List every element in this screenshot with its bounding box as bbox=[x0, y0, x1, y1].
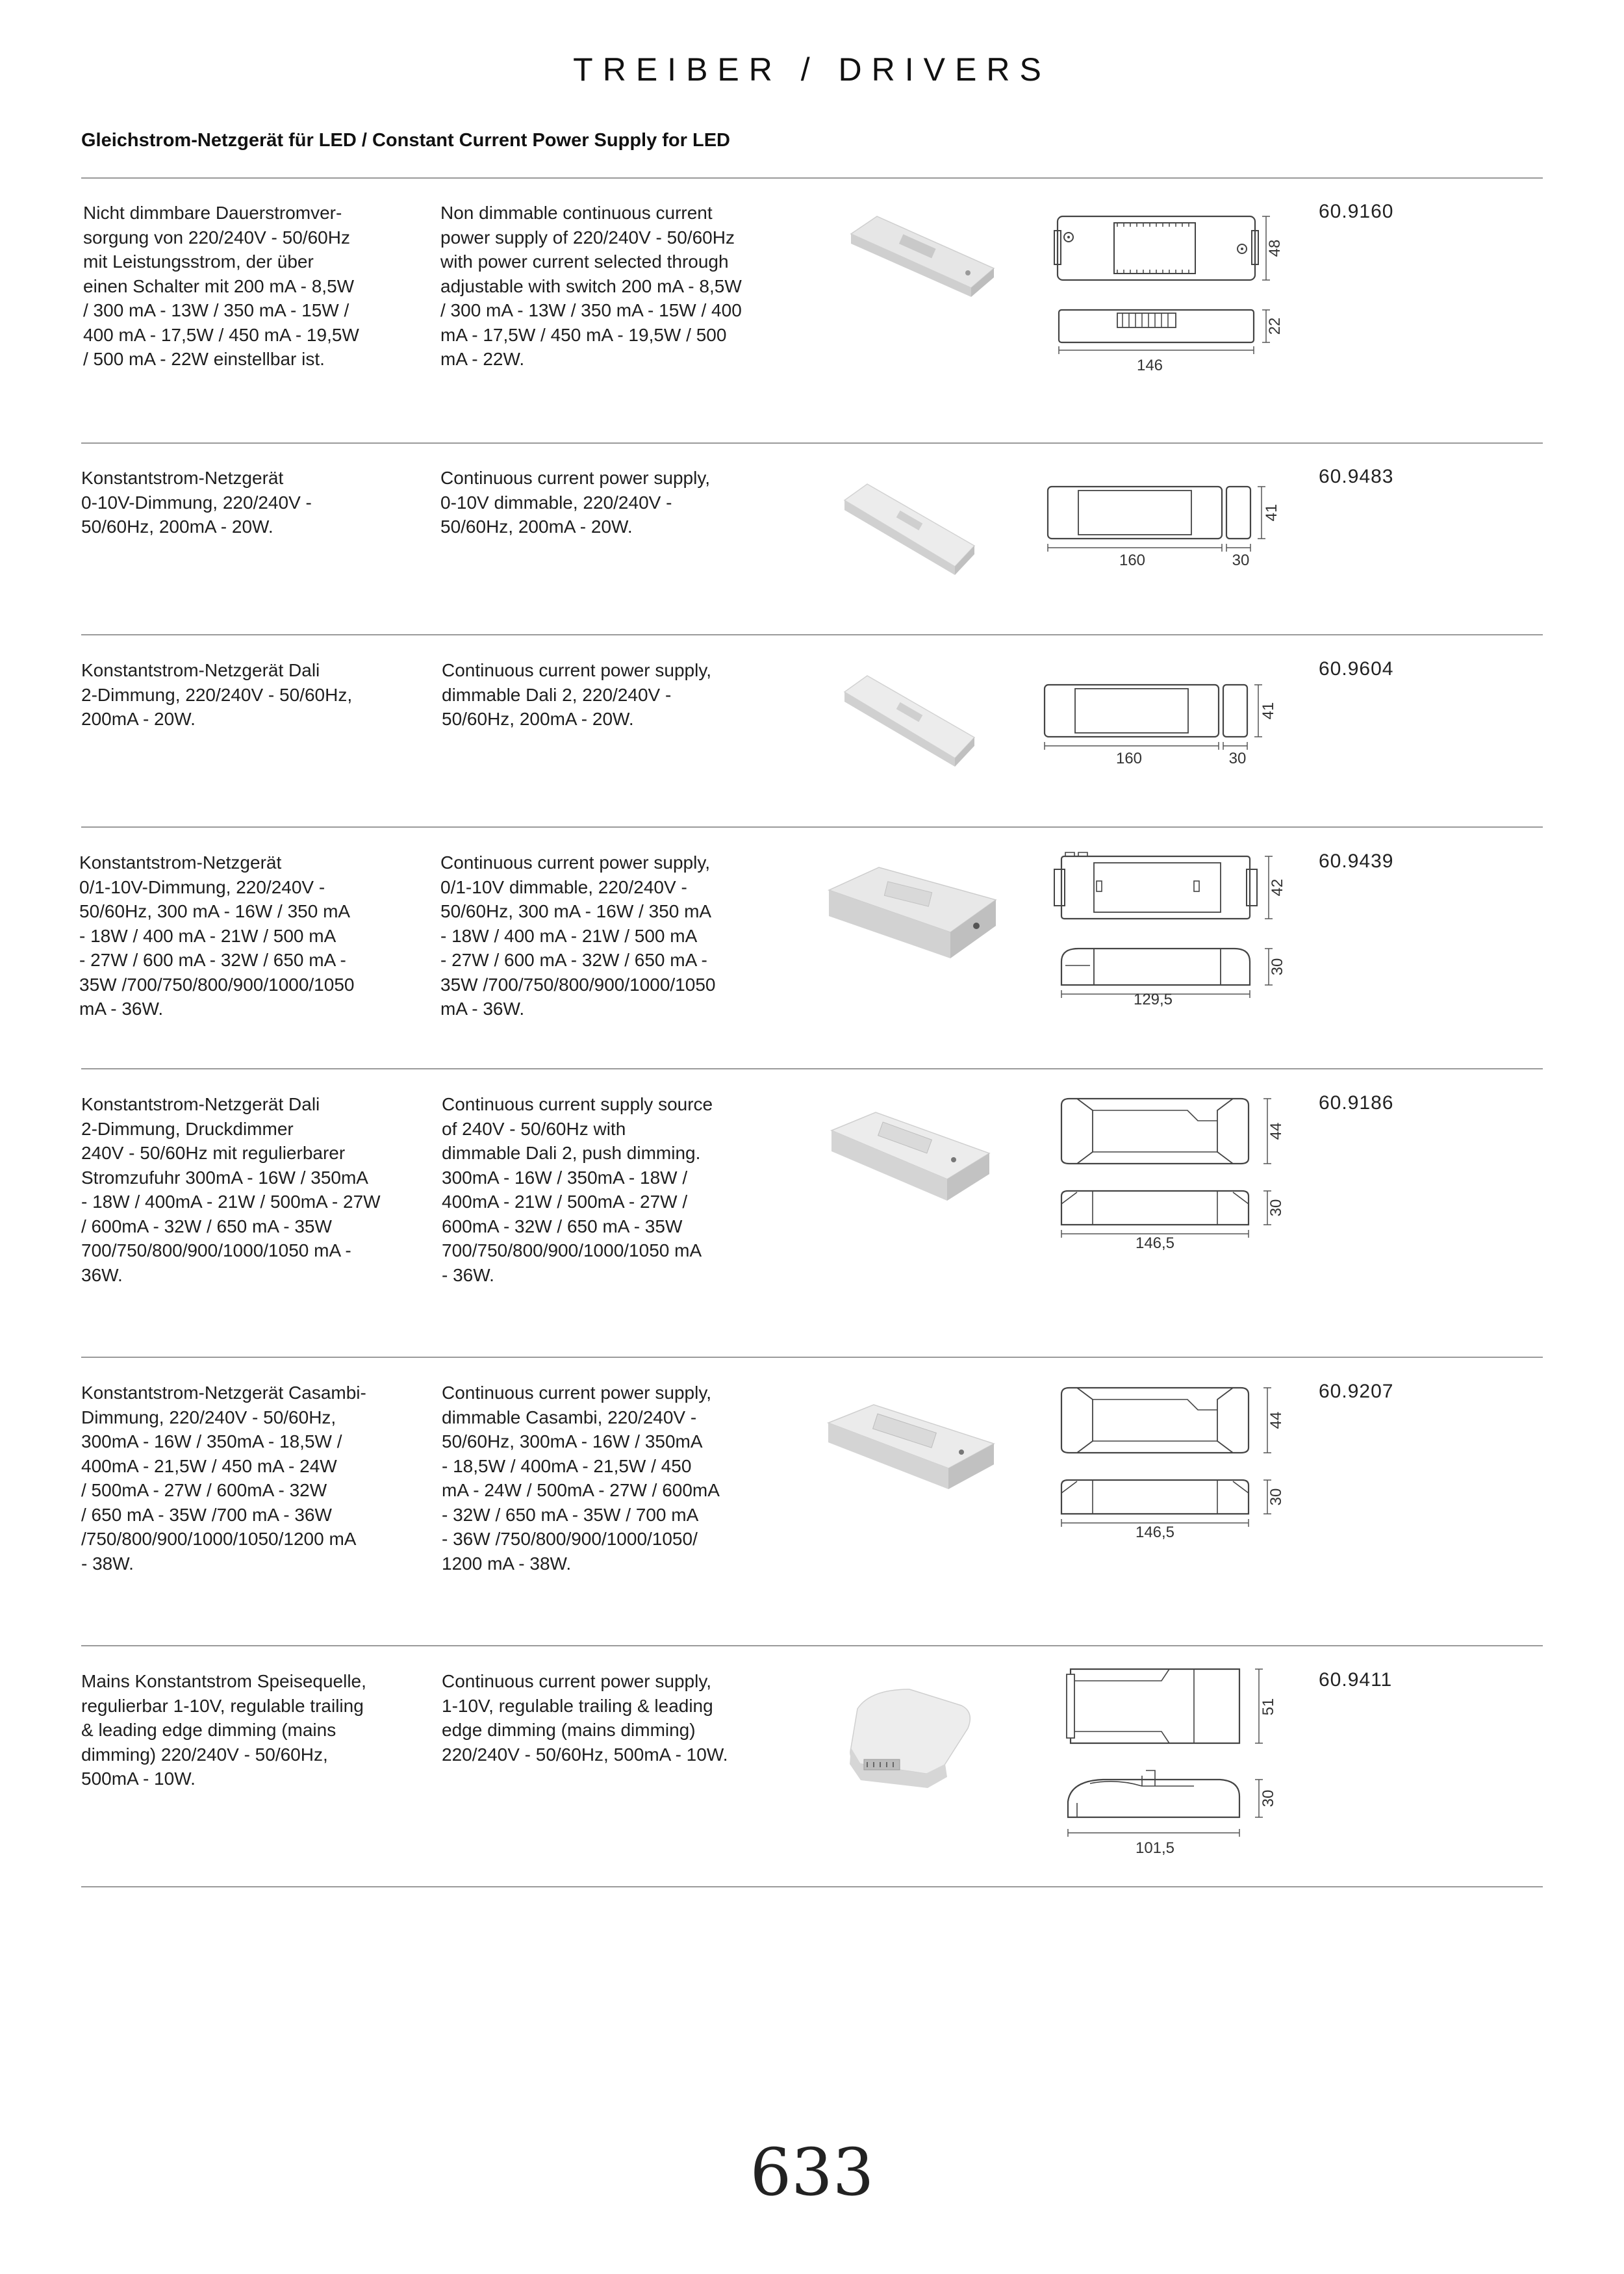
dim-width: 30 bbox=[1232, 552, 1250, 569]
dimension-drawing bbox=[1043, 484, 1296, 575]
dim-length: 146,5 bbox=[1135, 1234, 1175, 1252]
row-divider bbox=[81, 826, 1543, 828]
description-en: Continuous current power supply, dimmable Dali 2, 220/240V - 50/60Hz, 200mA - 20W. bbox=[442, 660, 712, 729]
row-divider bbox=[81, 634, 1543, 635]
dim-height-top: 44 bbox=[1267, 1411, 1285, 1429]
dimension-drawing bbox=[1051, 1384, 1298, 1553]
article-number: 60.9411 bbox=[1319, 1669, 1393, 1691]
product-photo bbox=[824, 1105, 999, 1208]
description-de: Konstantstrom-Netzgerät Casambi- Dimmung, 220/240V - 50/60Hz, 300mA - 16W / 350mA - 18,5W / 400mA - 21,5W / 450 mA - 24W / 500mA - 27W / 600mA - 32W / 650 mA - 35W /700 mA - 36W /750/800/900/1000/1050/1200 mA - 38W. bbox=[81, 1383, 366, 1574]
dim-height: 41 bbox=[1263, 504, 1280, 522]
section-subtitle: Gleichstrom-Netzgerät für LED / Constant Current Power Supply for LED bbox=[81, 130, 730, 151]
description-de: Konstantstrom-Netzgerät 0-10V-Dimmung, 220/240V - 50/60Hz, 200mA - 20W. bbox=[81, 468, 312, 537]
article-number: 60.9186 bbox=[1319, 1092, 1394, 1114]
dimension-drawing bbox=[1052, 211, 1299, 380]
description-en: Continuous current power supply, dimmable Casambi, 220/240V - 50/60Hz, 300mA - 16W / 350mA - 18,5W / 400mA - 21,5W / 450 mA - 24W / 500mA - 27W / 600mA - 32W / 650 mA - 35W / 700 mA - 36W /750/800/900/1000/1050/ 1200 mA - 38W. bbox=[442, 1383, 720, 1574]
description-de: Nicht dimmbare Dauerstromver- sorgung von 220/240V - 50/60Hz mit Leistungsstrom, der über einen Schalter mit 200 mA - 8,5W / 300 mA - 13W / 350 mA - 15W / 400 mA - 17,5W / 450 mA - 19,5W / 500 mA - 22W einstellbar ist. bbox=[83, 203, 359, 369]
product-photo bbox=[838, 474, 987, 578]
dimension-drawing bbox=[1064, 1667, 1298, 1861]
page-title: TREIBER / DRIVERS bbox=[573, 51, 1051, 88]
description-de: Konstantstrom-Netzgerät Dali 2-Dimmung, 220/240V - 50/60Hz, 200mA - 20W. bbox=[81, 660, 353, 729]
dim-height: 41 bbox=[1260, 702, 1277, 720]
dim-height-top: 51 bbox=[1260, 1698, 1277, 1716]
dim-width: 30 bbox=[1228, 750, 1247, 767]
description-en: Continuous current power supply, 1-10V, regulable trailing & leading edge dimming (mains dimming) 220/240V - 50/60Hz, 500mA - 10W. bbox=[442, 1671, 728, 1765]
dim-length: 160 bbox=[1115, 750, 1143, 767]
dimension-drawing bbox=[1051, 1095, 1298, 1264]
dim-height-side: 30 bbox=[1269, 958, 1286, 976]
description-en: Continuous current power supply, 0/1-10V dimmable, 220/240V - 50/60Hz, 300 mA - 16W / 350 mA - 18W / 400 mA - 21W / 500 mA - 27W / 600 mA - 32W / 650 mA - 35W /700/750/800/900/1000/1050 mA - 36W. bbox=[440, 852, 716, 1019]
row-divider bbox=[81, 1068, 1543, 1069]
dim-height-side: 30 bbox=[1267, 1199, 1285, 1217]
row-divider bbox=[81, 1886, 1543, 1887]
dim-length: 146 bbox=[1136, 357, 1163, 374]
description-de: Konstantstrom-Netzgerät 0/1-10V-Dimmung, 220/240V - 50/60Hz, 300 mA - 16W / 350 mA - 18W / 400 mA - 21W / 500 mA - 27W / 600 mA - 32W / 650 mA - 35W /700/750/800/900/1000/1050 mA - 36W. bbox=[79, 852, 355, 1019]
dim-height-top: 44 bbox=[1267, 1122, 1285, 1140]
product-photo bbox=[824, 861, 1006, 965]
dim-length: 101,5 bbox=[1135, 1839, 1175, 1857]
row-divider bbox=[81, 1645, 1543, 1646]
article-number: 60.9439 bbox=[1319, 850, 1394, 872]
dim-length: 160 bbox=[1119, 552, 1146, 569]
description-en: Continuous current supply source of 240V - 50/60Hz with dimmable Dali 2, push dimming. 300mA - 16W / 350mA - 18W / 400mA - 21W / 500mA - 27W / 600mA - 32W / 650 mA - 35W 700/750/800/900/1000/1050 mA - 36W. bbox=[442, 1094, 713, 1285]
article-number: 60.9207 bbox=[1319, 1381, 1394, 1402]
product-photo bbox=[822, 1397, 1004, 1494]
description-de: Konstantstrom-Netzgerät Dali 2-Dimmung, Druckdimmer 240V - 50/60Hz mit regulierbarer Stromzufuhr 300mA - 16W / 350mA - 18W / 400mA - 21W / 500mA - 27W / 600mA - 32W / 650 mA - 35W 700/750/800/900/1000/1050 mA - 36W. bbox=[81, 1094, 381, 1285]
row-divider bbox=[81, 442, 1543, 444]
dimension-drawing bbox=[1039, 682, 1293, 773]
article-number: 60.9483 bbox=[1319, 466, 1394, 487]
dim-length: 146,5 bbox=[1135, 1524, 1175, 1541]
article-number: 60.9604 bbox=[1319, 658, 1394, 680]
product-photo bbox=[838, 205, 1000, 302]
dim-length: 129,5 bbox=[1133, 991, 1173, 1008]
description-en: Continuous current power supply, 0-10V dimmable, 220/240V - 50/60Hz, 200mA - 20W. bbox=[440, 468, 711, 537]
description-en: Non dimmable continuous current power supply of 220/240V - 50/60Hz with power current selected through adjustable with switch 200 mA - 8,5W / 300 mA - 13W / 350 mA - 15W / 400 mA - 17,5W / 450 mA - 19,5W / 500 mA - 22W. bbox=[440, 203, 742, 369]
dim-height-top: 48 bbox=[1266, 239, 1284, 257]
row-divider bbox=[81, 1357, 1543, 1358]
description-de: Mains Konstantstrom Speisequelle, regulierbar 1-10V, regulable trailing & leading edge dimming (mains dimming) 220/240V - 50/60Hz, 500mA - 10W. bbox=[81, 1671, 366, 1789]
row-divider bbox=[81, 177, 1543, 179]
product-photo bbox=[838, 666, 987, 770]
dim-height-side: 30 bbox=[1267, 1488, 1285, 1506]
article-number: 60.9160 bbox=[1319, 201, 1394, 222]
dim-height-side: 22 bbox=[1266, 317, 1284, 335]
product-photo bbox=[831, 1683, 981, 1793]
dimension-drawing bbox=[1052, 851, 1299, 1020]
dim-height-top: 42 bbox=[1269, 878, 1286, 897]
page-number: 633 bbox=[750, 2134, 874, 2210]
dim-height-side: 30 bbox=[1260, 1789, 1277, 1808]
